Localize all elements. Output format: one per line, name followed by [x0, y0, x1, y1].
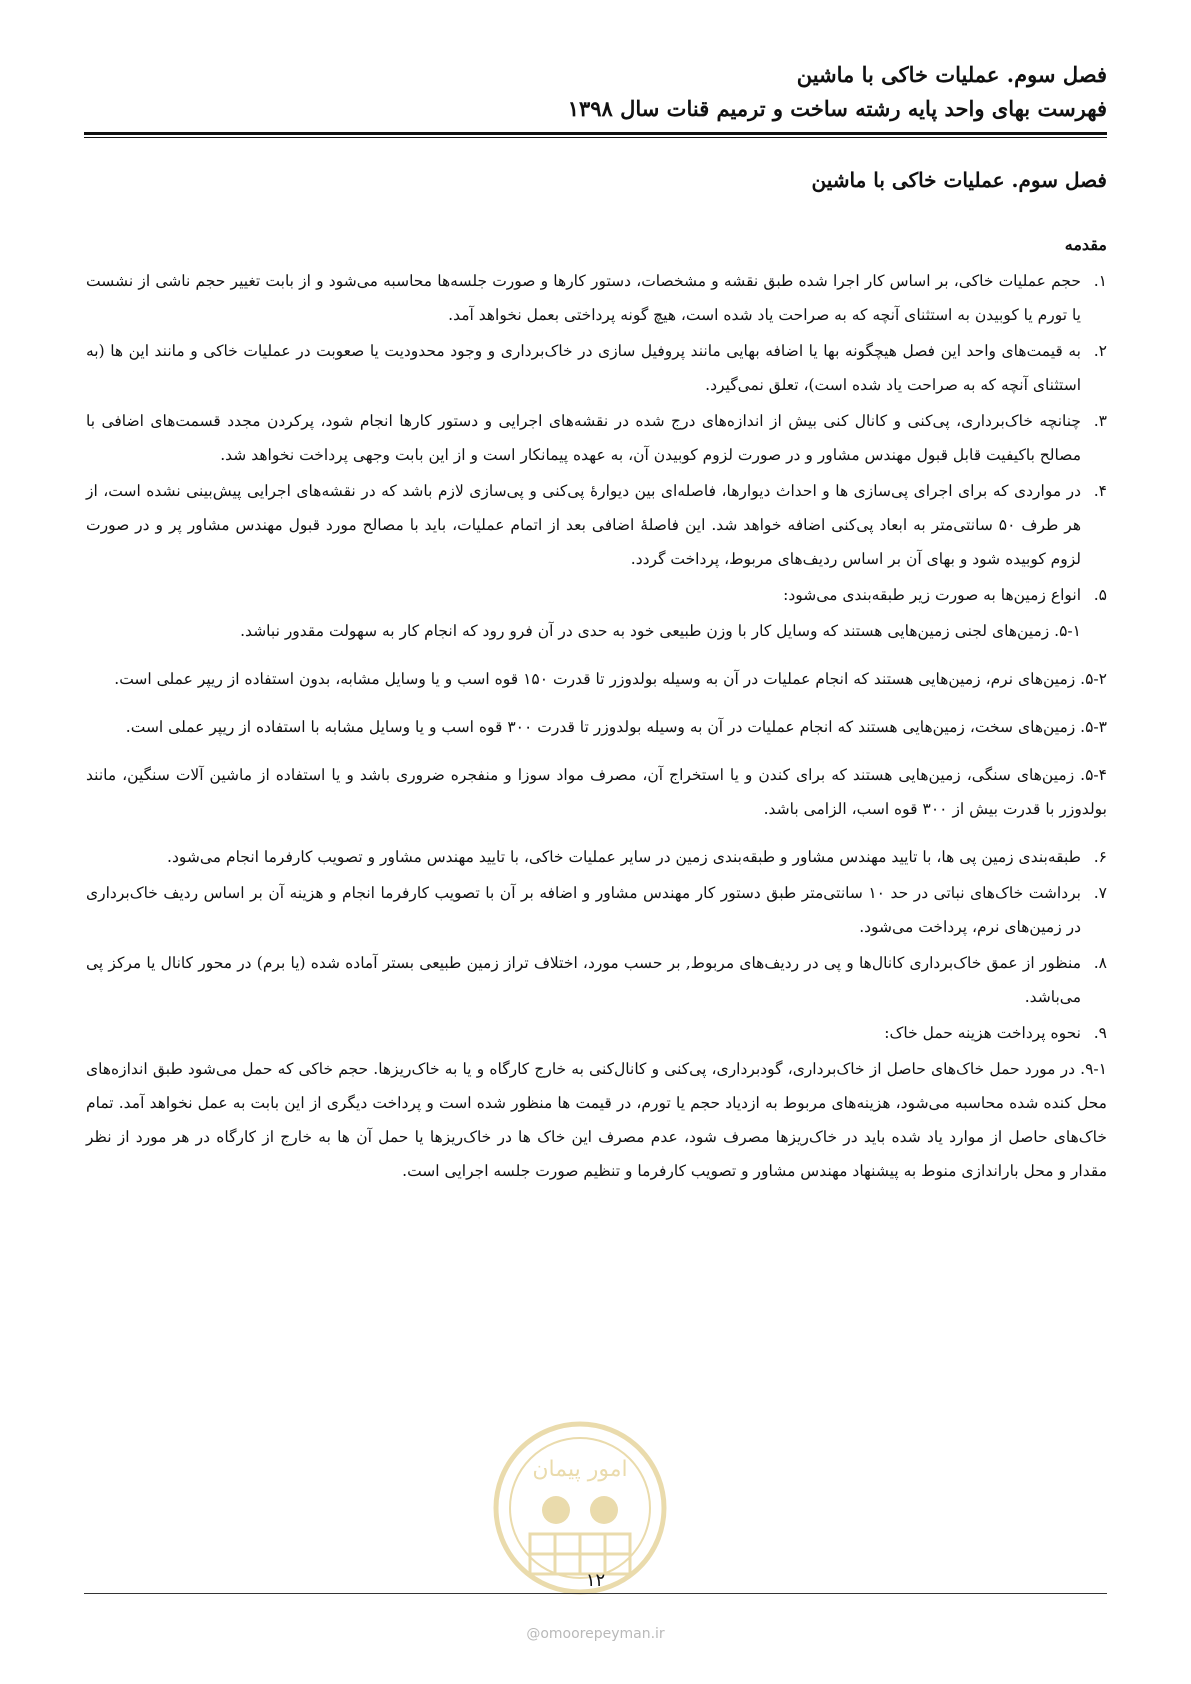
page-body: [86, 165, 1107, 1188]
list-item: [86, 404, 1107, 472]
item-number: ۹.: [1093, 1024, 1107, 1042]
chapter-title: فصل سوم. عملیات خاکی با ماشین: [811, 168, 1107, 192]
header-chapter-title: فصل سوم. عملیات خاکی با ماشین: [796, 62, 1107, 87]
item-text: حجم عملیات خاکی، بر اساس کار اجرا شده طبق نقشه و مشخصات، دستور کارها و صورت جلسه‌ها محاسبه می‌شود و از بابت تغییر حجم ناشی از نشست یا تورم یا کوبیدن به استثنای آنچه که به صراحت یاد شده است، هیچ گونه پرداختی بعمل نخواهد آمد.: [86, 272, 1081, 324]
list-item: [86, 840, 1107, 874]
page-header: [84, 58, 1107, 126]
sub-item-9-1: ۹-۱. در مورد حمل خاک‌های حاصل از خاک‌برداری، گودبرداری، پی‌کنی و کانال‌کنی به خارج کارگاه و یا به خاک‌ریزها. حجم خاکی که حمل می‌شود طبق اندازه‌های محل کنده شده محاسبه می‌شود، هزینه‌های مربوط به ازدیاد حجم یا تورم، در قیمت ها منظور شده است و پرداخت دیگری از این بابت به عمل نخواهد آمد. تمام خاک‌های حاصل از موارد یاد شده باید در خاک‌ریزها مصرف شود، عدم مصرف این خاک ها در خاک‌ریزها یا حمل آن ها به خارج از کارگاه در هر مورد از نظر مقدار و محل باراندازی منوط به پیشنهاد مهندس مشاور و تصویب کارفرما و تنظیم صورت جلسه اجرایی است.: [86, 1060, 1107, 1180]
list-item: [86, 578, 1107, 612]
item-number: ۶.: [1093, 848, 1107, 866]
header-rule-thin: [84, 137, 1107, 138]
footer-rule: [84, 1593, 1107, 1594]
item-text: در مواردی که برای اجرای پی‌سازی ها و احداث دیوارها، فاصله‌ای بین دیوارهٔ پی‌کنی و پی‌سازی لازم باشد که در نقشه‌های اجرایی پیش‌بینی نشده است، از هر طرف ۵۰ سانتی‌متر به ابعاد پی‌کنی اضافه خواهد شد. این فاصلهٔ اضافی بعد از اتمام عملیات، باید با مصالح مورد قبول مهندس مشاور پر و در صورت لزوم کوبیده شود و بهای آن بر اساس ردیف‌های مربوط، پرداخت گردد.: [86, 482, 1082, 568]
item-number: ۷.: [1093, 884, 1107, 902]
item-text: طبقه‌بندی زمین پی ها، با تایید مهندس مشاور و طبقه‌بندی زمین در سایر عملیات خاکی، با تایید مهندس مشاور و تصویب کارفرما انجام می‌شود.: [167, 848, 1081, 866]
item-text: چنانچه خاک‌برداری، پی‌کنی و کانال کنی بیش از اندازه‌های درج شده در نقشه‌های اجرایی و دستور کارها انجام شود، پرکردن مجدد قسمت‌های اضافی با مصالح باکیفیت قابل قبول مهندس مشاور و در صورت لزوم کوبیدن آن، به عهده پیمانکار است و از این بابت وجهی پرداخت نخواهد شد.: [86, 412, 1081, 464]
watermark-logo-text: امور پیمان: [532, 1457, 628, 1482]
header-rule-thick: [84, 132, 1107, 135]
list-item: [86, 1016, 1107, 1050]
item-text: نحوه پرداخت هزینه حمل خاک:: [884, 1024, 1081, 1042]
list-item: [86, 876, 1107, 944]
sub-item-5-1: ۵-۱. زمین‌های لجنی زمین‌هایی هستند که وسایل کار با وزن طبیعی خود به حدی در آن فرو رود که انجام کار به سهولت مقدور نباشد.: [240, 622, 1081, 640]
item-text: به قیمت‌های واحد این فصل هیچگونه بها یا اضافه بهایی مانند پروفیل سازی در خاک‌برداری و وجود محدودیت یا صعوبت در عملیات خاکی و مانند این ها (به استثنای آنچه که به صراحت یاد شده است)، تعلق نمی‌گیرد.: [86, 342, 1081, 394]
item-number: ۳.: [1093, 412, 1107, 430]
list-item: [86, 474, 1107, 576]
list-item: [86, 264, 1107, 332]
item-number: ۵.: [1093, 586, 1107, 604]
page-number: ۱۲: [585, 1570, 606, 1591]
item-number: ۸.: [1093, 954, 1107, 972]
header-price-list-title: فهرست بهای واحد پایه رشته ساخت و ترمیم قنات سال ۱۳۹۸: [567, 96, 1107, 121]
sub-item-5-2: ۵-۲. زمین‌های نرم، زمین‌هایی هستند که انجام عملیات در آن به وسیله بولدوزر تا قدرت ۱۵۰ قوه اسب و یا وسایل مشابه، بدون استفاده از ریپر عملی است.: [114, 670, 1107, 688]
item-number: ۴.: [1093, 482, 1107, 500]
list-item: [86, 946, 1107, 1014]
item-number: ۱.: [1093, 272, 1107, 290]
sub-item-5-4: ۵-۴. زمین‌های سنگی، زمین‌هایی هستند که برای کندن و یا استخراج آن، مصرف مواد سوزا و منفجره ضروری باشد و یا استفاده از ماشین آلات سنگین، مانند بولدوزر با قدرت بیش از ۳۰۰ قوه اسب، الزامی باشد.: [86, 766, 1107, 818]
intro-heading: مقدمه: [1064, 235, 1107, 254]
item-number: ۲.: [1093, 342, 1107, 360]
sub-item-5-3: ۵-۳. زمین‌های سخت، زمین‌هایی هستند که انجام عملیات در آن به وسیله بولدوزر تا قدرت ۳۰۰ قوه اسب و یا وسایل مشابه با استفاده از ریپر عملی است.: [125, 718, 1107, 736]
watermark-text: @omoorepeyman.ir: [526, 1626, 665, 1642]
item-text: انواع زمین‌ها به صورت زیر طبقه‌بندی می‌شود:: [783, 586, 1081, 604]
item-text: برداشت خاک‌های نباتی در حد ۱۰ سانتی‌متر طبق دستور کار مهندس مشاور و اضافه بر آن با تصویب کارفرما انجام و هزینه آن بر اساس ردیف خاک‌برداری در زمین‌های نرم، پرداخت می‌شود.: [86, 884, 1081, 936]
list-item: [86, 334, 1107, 402]
item-text: منظور از عمق خاک‌برداری کانال‌ها و پی در ردیف‌های مربوط, بر حسب مورد، اختلاف تراز زمین طبیعی بستر آماده شده (یا برم) در محور کانال یا مرکز پی می‌باشد.: [86, 954, 1081, 1006]
